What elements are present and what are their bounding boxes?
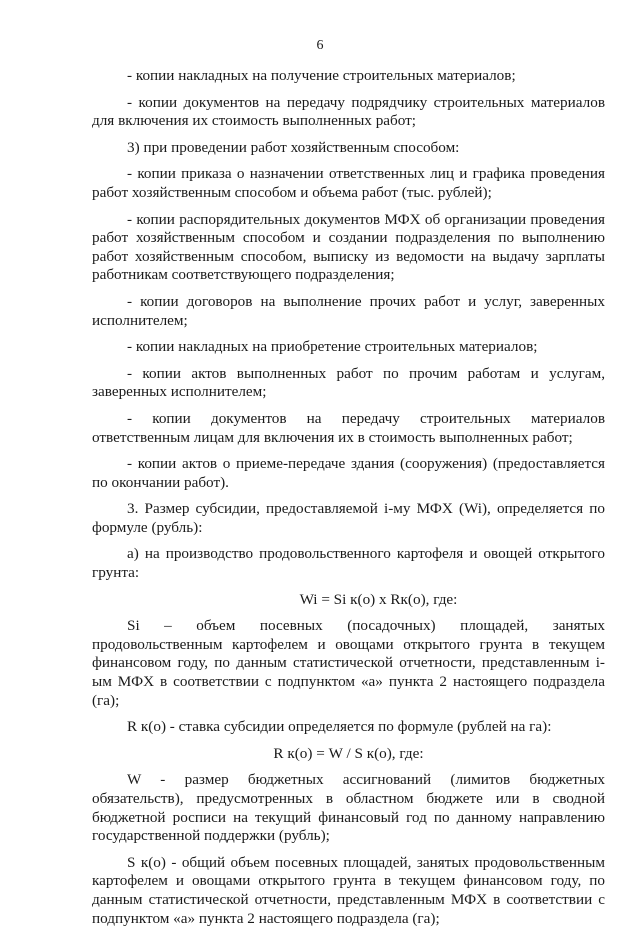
list-item-waybills-purchase: - копии накладных на приобретение строительных материалов; [127,338,538,356]
list-item-administrative-documents: - копии распорядительных документов МФХ об организации проведения работ хозяйственным способом и создании подразделения по выполнению работ хозяйственным способом, выписку из ведомости на выдачу зарплаты работникам соответствующего подразделения; [92,210,605,284]
page-number: 6 [316,38,324,53]
formula-wi: Wi = Si к(о) x Rк(о), где: [299,590,458,608]
list-item-transfer-to-responsible: - копии документов на передачу строительных материалов ответственным лицам для включения их в стоимость выполненных работ; [92,409,605,446]
formula-rate: R к(о) = W / S к(о), где: [273,744,424,762]
list-item-transfer-to-contractor: - копии документов на передачу подрядчику строительных материалов для включения их стоимость выполненных работ; [92,93,605,130]
clause-subsidy-size: 3. Размер субсидии, предоставляемой i-му МФХ (Wi), определяется по формуле (рубль): [92,500,605,536]
list-item-acts-of-works: - копии актов выполненных работ по прочим работам и услугам, заверенных исполнителем; [92,364,605,401]
definition-si: Si – объем посевных (посадочных) площадей, занятых продовольственным картофелем и овощами открытого грунта в текущем финансовом году, по данным статистической отчетности, представленным i-ым МФХ в соответствии с подпунктом «а» пункта 2 настоящего подраздела (га); [92,617,605,709]
list-item-order-copies: - копии приказа о назначении ответственных лиц и графика проведения работ хозяйственным способом и объема работ (тыс. рублей); [92,165,605,201]
definition-s-total: S к(о) - общий объем посевных площадей, занятых продовольственным картофелем и овощами открытого грунта в текущем финансовом году, по данным статистической отчетности, представленным МФХ в соответствии с подпунктом «а» пункта 2 настоящего подраздела (га); [92,853,605,927]
subclause-potatoes-vegetables: а) на производство продовольственного картофеля и овощей открытого грунта: [92,545,605,582]
section-heading-own-works: 3) при проведении работ хозяйственным способом: [127,138,460,156]
list-item-contracts: - копии договоров на выполнение прочих работ и услуг, заверенных исполнителем; [92,292,605,329]
list-item-waybills-receipt: - копии накладных на получение строительных материалов; [127,67,516,84]
document-body [92,67,605,936]
list-item-acceptance-acts: - копии актов о приеме-передаче здания (сооружения) (предоставляется по окончании работ). [92,455,605,491]
definition-w: W - размер бюджетных ассигнований (лимитов бюджетных обязательств), предусмотренных в областном бюджете или в сводной бюджетной росписи на текущий финансовый год по данному направлению государственной поддержки (рубль); [92,771,605,845]
definition-rate: R к(о) - ставка субсидии определяется по формуле (рублей на га): [127,718,552,736]
